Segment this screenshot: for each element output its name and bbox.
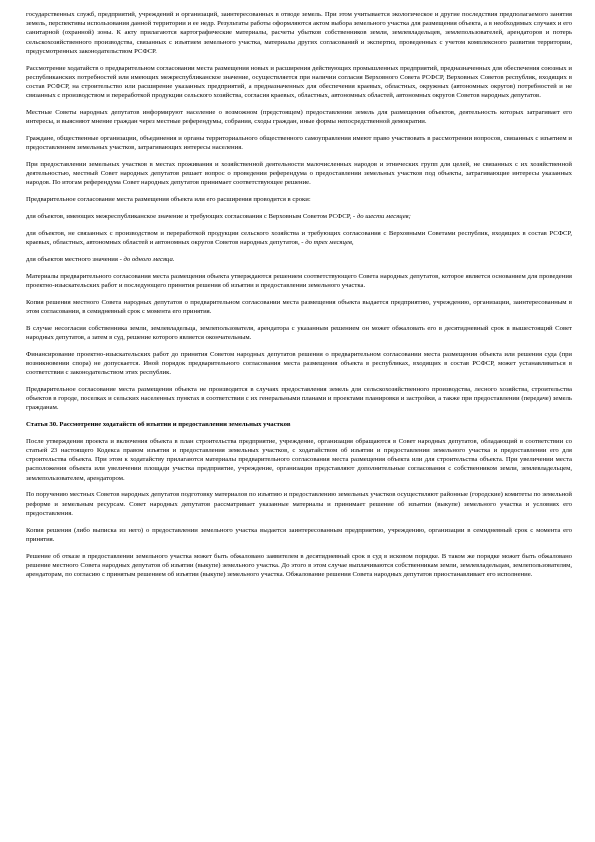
paragraph-financing: Финансирование проектно-изыскательских работ до принятия Советом народных депутатов решения о предварительном согласовании места размещения объекта или решения суда (при возникновении спора) не допускается. Иной порядок предварительного согласования места размещения объекта в республиках, входящих в состав РСФСР, может устанавливаться в соответствии с законодательством этих республик. (26, 350, 572, 377)
term-interrepublic-period: до шести месяцев; (356, 213, 411, 221)
document-page (26, 10, 572, 836)
paragraph-committees: По поручению местных Советов народных депутатов подготовку материалов по изъятию и предоставлению земельных участков осуществляют районные (городские) комитеты по земельной реформе и земельным ресурсам. Совет народных депутатов рассматривает указанные материалы и принимает решение об изъятии (выкупе) земельного участка и условиях его предоставления. (26, 491, 572, 517)
term-local-text: для объектов местного значения - (26, 255, 124, 263)
paragraph-public-information: Местные Советы народных депутатов информируют население о возможном (предстоящем) предоставлении земель для размещения объектов, деятельность которых затрагивает его интересы, и выясняют мнение граждан через местные референдумы, собрания, сходы граждан, иные формы непосредственной демократии. (26, 109, 572, 126)
paragraph-term-local (26, 255, 572, 264)
term-regional-text: для объектов, не связанных с производством и переработкой продукции сельского хозяйства и требующих согласования с Верховными Советами республик, входящих в состав РСФСР, краевых, областных, автономных областей и автономных округов Советов народных депутатов, - (26, 229, 572, 247)
paragraph-term-interrepublic (26, 212, 572, 221)
paragraph-term-regional (26, 229, 572, 247)
paragraph-decision-copy: Копия решения местного Совета народных депутатов о предварительном согласовании места размещения объекта выдается предприятию, учреждению, организации, заинтересованным в этом согласовании, в семидневный срок с момента его принятия. (26, 298, 572, 315)
article-heading-text: Статья 30. Рассмотрение ходатайств об изъятии и предоставлении земельных участков (26, 421, 291, 429)
paragraph-industrial-consent: Рассмотрение ходатайств о предварительном согласовании места размещения новых и расширения действующих промышленных предприятий, предназначенных для обеспечения союзных и республиканских потребностей или имеющих межреспубликанское значение, осуществляется при наличии согласия Верховного Совета РСФСР, Верховных Советов республик, входящих в состав РСФСР, на строительство или расширение указанных предприятий, а предназначенных для обеспечения краевых, областных, окружных (автономных округов) потребностей и не связанных с производством и переработкой продукции сельского хозяйства, согласия краевых, областных, автономных областей, автономных округов Советов народных депутатов. (26, 64, 572, 100)
paragraph-decision-extract: Копия решения (либо выписка из него) о предоставлении земельного участка выдается заинтересованным предприятию, учреждению, организации в семидневный срок с момента его принятия. (26, 526, 572, 543)
term-regional-period: до трех месяцев, (305, 239, 354, 247)
term-local-period: до одного месяца. (123, 255, 175, 263)
paragraph-petition: После утверждения проекта и включения объекта в план строительства предприятие, учреждение, организация обращаются в Совет народных депутатов, обладающий в соответствии со статьей 23 настоящего Кодекса правом изъятия и предоставления земельных участков, с ходатайством об изъятии и предоставлении земельного участка и предоставлении его для строительства объекта. При этом к ходатайству прилагаются материалы предварительного согласования места размещения объекта или для строительства объекта. При увеличении места расположения объекта или увеличении площади участка предприятие, учреждение, организация представляют дополнительные согласования с собственником земли, землевладельцем, землепользователем, арендатором. (26, 437, 572, 482)
paragraph-approval-terms: Предварительное согласование места размещения объекта или его расширения проводится в сроки: (26, 196, 311, 204)
paragraph-small-peoples-referendum: При предоставлении земельных участков в местах проживания и хозяйственной деятельности малочисленных народов и этнических групп для целей, не связанных с их хозяйственной деятельностью, местный Совет народных депутатов решает вопрос о проведении референдума о предоставлении земельных участков под объекты, затрагивающие интересы указанных народов. По итогам референдума Совет народных депутатов принимает соответствующее решение. (26, 161, 572, 187)
paragraph-approval-materials: Материалы предварительного согласования места размещения объекта утверждаются решением соответствующего Совета народных депутатов, которое является основанием для проведения проектно-изыскательских работ и последующего принятия решения об изъятии и предоставлении земельного участка. (26, 272, 572, 289)
term-interrepublic-text: для объектов, имеющих межреспубликанское значение и требующих согласования с Верховным Советом РСФСР, - (26, 213, 357, 221)
paragraph-refusal-appeal: Решение об отказе в предоставлении земельного участка может быть обжаловано заявителем в десятидневный срок в суд в исковом порядке. В таком же порядке может быть обжаловано решение местного Совета народных депутатов об изъятии (выкупе) земельного участка. До этого в этом случае выплачиваются собственникам земли, землевладельцам, землепользователям, арендаторам, по согласию с принятым решением об изъятии (выкупе) земельного участка. Обжалование решения Совета народных депутатов приостанавливает его исполнение. (26, 552, 572, 579)
paragraph-selection-act: государственных служб, предприятий, учреждений и организаций, заинтересованных в отводе земель. При этом учитывается экологическое и другие последствия предполагаемого занятия земель, перспективы использования данной территории и ее недр. Результаты работы оформляются актом выбора земельного участка для размещения объекта, а в необходимых случаях и его санитарной (охранной) зоны. К акту прилагаются картографические материалы, расчеты убытков собственников земли, землевладельцев, землепользователей, арендаторов и потерь сельскохозяйственного производства, связанных с изъятием земельного участка, материалы других согласований и экспертиз, проведенных с учетом комплексного развития территории, предусмотренных законодательством РСФСР. (26, 11, 572, 55)
paragraph-exceptions: Предварительное согласование места размещения объекта не производится в случаях предоставления земель для сельскохозяйственного производства, лесного хозяйства, строительства объектов в городе, поселках и сельских населенных пунктах в соответствии с их генеральными планами и проектами планировки и застройки, а также при предоставлении (передаче) земель гражданам. (26, 385, 572, 412)
paragraph-citizen-participation: Граждане, общественные организации, объединения и органы территориального общественного самоуправления имеют право участвовать в рассмотрении вопросов, связанных с изъятием и предоставлением земельных участков, затрагивающих интересы населения. (26, 135, 572, 152)
article-heading (26, 420, 572, 429)
paragraph-appeal: В случае несогласия собственника земли, землевладельца, землепользователя, арендатора с указанным решением он может обжаловать его в десятидневный срок в вышестоящий Совет народных депутатов, а затем в суд, решение которого является окончательным. (26, 324, 572, 341)
